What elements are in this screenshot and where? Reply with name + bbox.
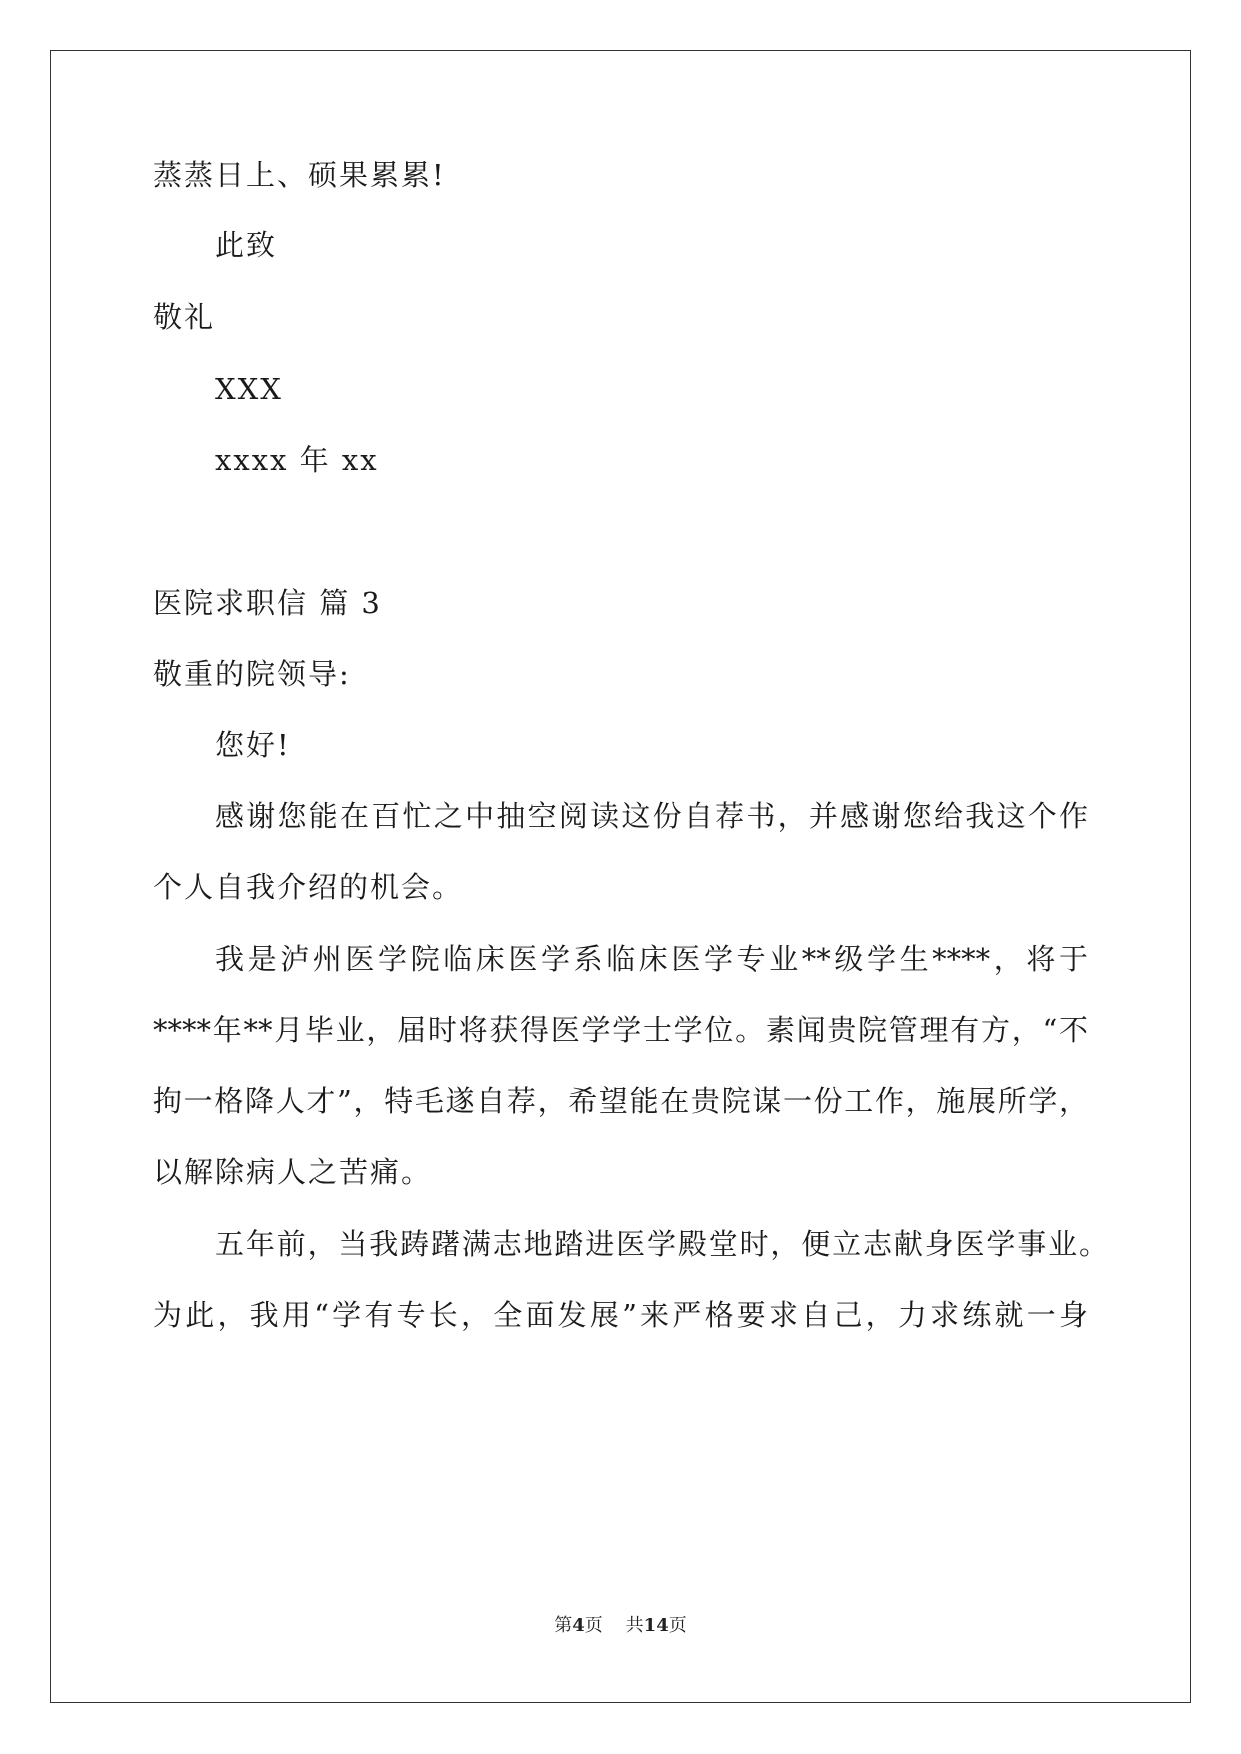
- hello-line: 您好!: [215, 728, 291, 762]
- total-pages: 14: [643, 1615, 669, 1636]
- signature: XXX: [215, 372, 283, 406]
- paragraph-line: 拘一格降人才”，特毛遂自荐，希望能在贵院谋一份工作，施展所学，: [153, 1084, 1088, 1118]
- greeting: 敬重的院领导:: [153, 657, 351, 691]
- page-footer: [0, 1614, 1241, 1638]
- footer-total-prefix: 共: [625, 1615, 644, 1636]
- section-heading: 医院求职信 篇 3: [153, 586, 382, 620]
- paragraph-line: 五年前，当我踌躇满志地踏进医学殿堂时，便立志献身医学事业。: [215, 1227, 1108, 1261]
- date-line: xxxx 年 xx: [215, 443, 379, 477]
- regards: 敬礼: [153, 300, 216, 334]
- paragraph-line: 我是泸州医学院临床医学系临床医学专业**级学生****，将于: [215, 942, 1088, 976]
- footer-total-suffix: 页: [668, 1615, 687, 1636]
- footer-prefix: 第: [554, 1615, 573, 1636]
- paragraph-line: 以解除病人之苦痛。: [153, 1155, 433, 1189]
- paragraph-line: 个人自我介绍的机会。: [153, 870, 464, 904]
- footer-page-suffix: 页: [584, 1615, 603, 1636]
- paragraph-line: 为此，我用“学有专长，全面发展”来严格要求自己，力求练就一身: [153, 1298, 1088, 1332]
- paragraph-line: 感谢您能在百忙之中抽空阅读这份自荐书，并感谢您给我这个作: [215, 799, 1088, 833]
- salutation-close: 此致: [215, 228, 278, 262]
- page-number: 4: [572, 1615, 585, 1636]
- closing-wish: 蒸蒸日上、硕果累累!: [153, 158, 446, 192]
- paragraph-line: ****年**月毕业，届时将获得医学学士学位。素闻贵院管理有方，“不: [153, 1013, 1088, 1047]
